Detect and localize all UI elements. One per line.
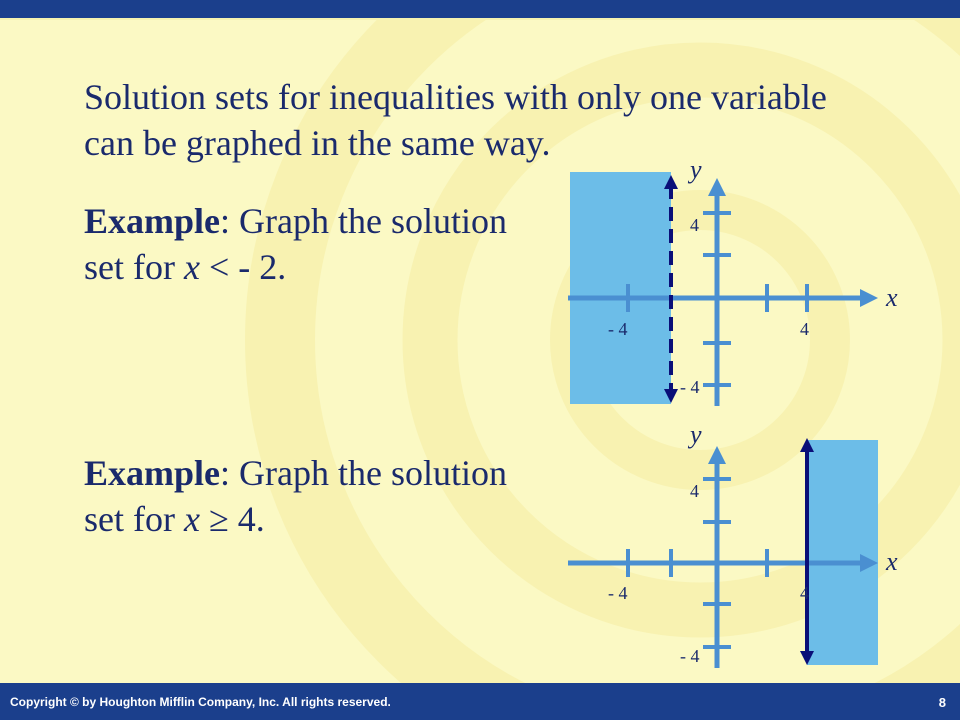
graph-2-tick-x-pos: 4 — [800, 583, 809, 603]
graph-2-y-label: y — [690, 420, 702, 449]
graph-1-tick-y-neg: - 4 — [680, 377, 700, 397]
graph-1-tick-y-pos: 4 — [690, 215, 699, 235]
copyright-text: Copyright © by Houghton Mifflin Company, Inc. All rights reserved. — [10, 695, 391, 709]
graph-1-y-label: y — [690, 155, 702, 184]
example-2-var: x — [183, 499, 200, 539]
footer-bar — [0, 683, 960, 720]
example-2-label: Example — [84, 453, 221, 493]
example-2-set: set for — [84, 499, 184, 539]
intro-line-1: Solution sets for inequalities with only one variable — [84, 77, 827, 117]
graph-2-shaded-region — [807, 440, 878, 665]
graph-2-tick-y-pos: 4 — [690, 481, 699, 501]
example-1-text: : Graph the solution — [220, 201, 507, 241]
example-2-text: : Graph the solution — [220, 453, 507, 493]
graph-2-tick-x-neg: - 4 — [608, 583, 628, 603]
graph-1-tick-x-pos: 4 — [800, 319, 809, 339]
graph-1-tick-x-neg: - 4 — [608, 319, 628, 339]
graph-2-x-label: x — [886, 547, 898, 576]
intro-line-2: can be graphed in the same way. — [84, 123, 551, 163]
example-1-inequality: < - 2. — [199, 247, 287, 287]
page-number: 8 — [938, 695, 946, 710]
example-1-label: Example — [84, 201, 221, 241]
example-2-inequality: ≥ 4. — [199, 499, 265, 539]
graph-2-y-arrow-icon — [708, 446, 726, 464]
graph-1-x-label: x — [886, 283, 898, 312]
graph-2-tick-y-neg: - 4 — [680, 646, 700, 666]
example-1-var: x — [183, 247, 200, 287]
example-1-set: set for — [84, 247, 184, 287]
